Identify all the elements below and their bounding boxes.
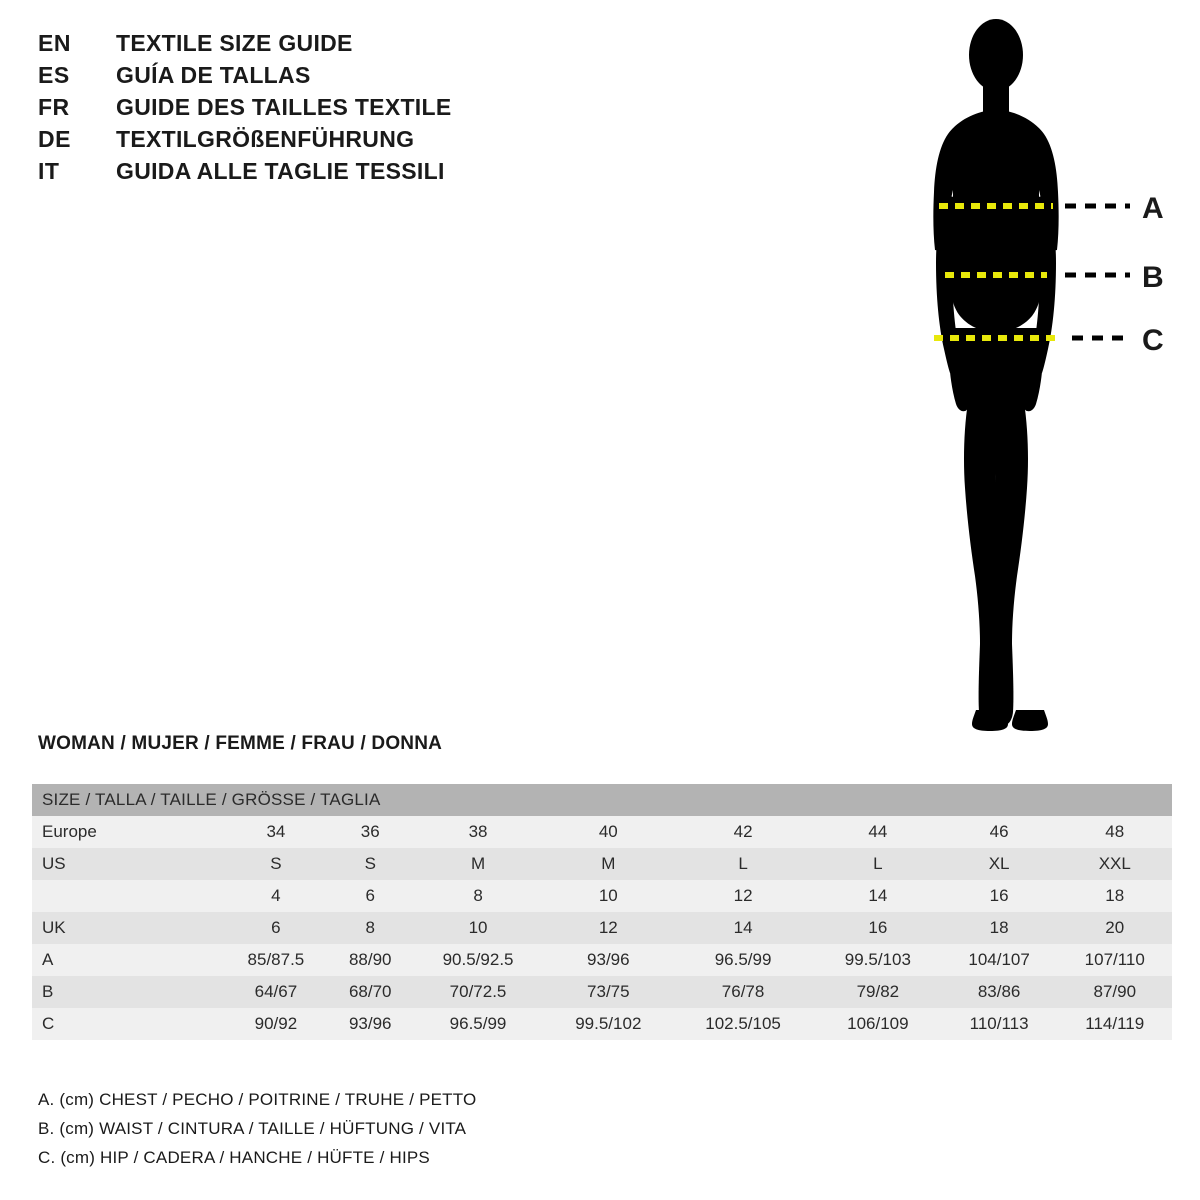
size-table <box>32 784 1172 1040</box>
cell: L <box>738 854 748 873</box>
title-row-it <box>38 158 558 188</box>
title-row-de <box>38 126 558 156</box>
cell: 64/67 <box>254 982 298 1001</box>
title-text-fr: GUIDE DES TAILLES TEXTILE <box>116 94 452 120</box>
table-row <box>32 816 1172 848</box>
row-label: A <box>42 950 54 969</box>
cell: 16 <box>868 918 888 937</box>
title-lang-es: ES <box>38 62 70 88</box>
cell: 73/75 <box>587 982 630 1001</box>
cell: 106/109 <box>847 1014 909 1033</box>
cell: XL <box>988 854 1010 873</box>
cell: 10 <box>468 918 488 937</box>
cell: 96.5/99 <box>714 950 772 969</box>
table-row <box>32 912 1172 944</box>
title-row-fr <box>38 94 558 124</box>
row-label: B <box>42 982 54 1001</box>
cell: 68/70 <box>348 982 392 1001</box>
cell: 4 <box>271 886 281 905</box>
legend-line-a: A. (cm) CHEST / PECHO / POITRINE / TRUHE / PETTO <box>38 1090 477 1109</box>
cell: 12 <box>598 918 618 937</box>
cell: 114/119 <box>1085 1014 1145 1033</box>
cell: 87/90 <box>1093 982 1137 1001</box>
cell: 83/86 <box>977 982 1021 1001</box>
cell: 20 <box>1105 918 1125 937</box>
cell: 18 <box>989 918 1009 937</box>
cell: 90.5/92.5 <box>442 950 514 969</box>
cell: 88/90 <box>348 950 392 969</box>
cell: 38 <box>468 822 488 841</box>
cell: 107/110 <box>1084 950 1145 969</box>
cell: 6 <box>271 918 281 937</box>
cell: 8 <box>473 886 483 905</box>
cell: 96.5/99 <box>449 1014 507 1033</box>
cell: 6 <box>365 886 375 905</box>
cell: 79/82 <box>856 982 900 1001</box>
table-row <box>32 880 1172 912</box>
title-lang-de: DE <box>38 126 71 152</box>
cell: S <box>364 854 376 873</box>
cell: 93/96 <box>587 950 630 969</box>
marker-label-a: A <box>1142 192 1164 225</box>
title-row-es <box>38 62 558 92</box>
marker-label-b: B <box>1142 261 1164 294</box>
cell: 34 <box>266 822 286 841</box>
cell: 40 <box>598 822 618 841</box>
table-row <box>32 848 1172 880</box>
cell: M <box>601 854 616 873</box>
cell: 48 <box>1105 822 1125 841</box>
cell: M <box>470 854 486 873</box>
cell: 10 <box>598 886 618 905</box>
female-silhouette-icon <box>850 10 1190 750</box>
cell: 36 <box>360 822 380 841</box>
row-label <box>32 880 222 912</box>
cell: XXL <box>1098 854 1131 873</box>
cell: S <box>270 854 282 873</box>
title-text-de: TEXTILGRÖßENFÜHRUNG <box>116 126 415 152</box>
cell: 14 <box>733 918 753 937</box>
title-text-it: GUIDA ALLE TAGLIE TESSILI <box>116 158 445 184</box>
marker-label-c: C <box>1142 324 1164 357</box>
cell: 8 <box>365 918 375 937</box>
cell: 16 <box>989 886 1009 905</box>
cell: 44 <box>868 822 888 841</box>
body-measurement-figure <box>850 10 1190 750</box>
title-text-es: GUÍA DE TALLAS <box>116 62 311 88</box>
cell: 14 <box>868 886 888 905</box>
cell: 70/72.5 <box>449 982 507 1001</box>
cell: 42 <box>733 822 753 841</box>
table-header-row <box>32 784 1172 816</box>
cell: 104/107 <box>968 950 1030 969</box>
title-row-en <box>38 30 558 60</box>
cell: L <box>873 854 883 873</box>
cell: 76/78 <box>721 982 765 1001</box>
section-label-woman: WOMAN / MUJER / FEMME / FRAU / DONNA <box>38 733 443 754</box>
title-lang-fr: FR <box>38 94 70 120</box>
cell: 85/87.5 <box>247 950 305 969</box>
title-block <box>38 30 558 190</box>
cell: 110/113 <box>969 1014 1029 1033</box>
title-lang-it: IT <box>38 158 60 184</box>
table-row <box>32 1008 1172 1040</box>
table-header-label: SIZE / TALLA / TAILLE / GRÖSSE / TAGLIA <box>42 790 381 809</box>
cell: 46 <box>989 822 1009 841</box>
table-row <box>32 976 1172 1008</box>
cell: 99.5/102 <box>575 1014 642 1033</box>
cell: 12 <box>733 886 753 905</box>
cell: 99.5/103 <box>844 950 911 969</box>
legend-line-c: C. (cm) HIP / CADERA / HANCHE / HÜFTE / HIPS <box>38 1148 430 1167</box>
table-row <box>32 944 1172 976</box>
row-label: C <box>42 1014 55 1033</box>
cell: 102.5/105 <box>705 1014 781 1033</box>
legend-line-b: B. (cm) WAIST / CINTURA / TAILLE / HÜFTUNG / VITA <box>38 1119 467 1138</box>
row-label: US <box>42 854 66 873</box>
row-label: Europe <box>42 822 97 841</box>
row-label: UK <box>42 918 66 937</box>
cell: 18 <box>1105 886 1125 905</box>
title-lang-en: EN <box>38 30 71 56</box>
cell: 90/92 <box>254 1014 298 1033</box>
legend <box>38 1090 738 1177</box>
title-text-en: TEXTILE SIZE GUIDE <box>116 30 353 56</box>
cell: 93/96 <box>348 1014 392 1033</box>
